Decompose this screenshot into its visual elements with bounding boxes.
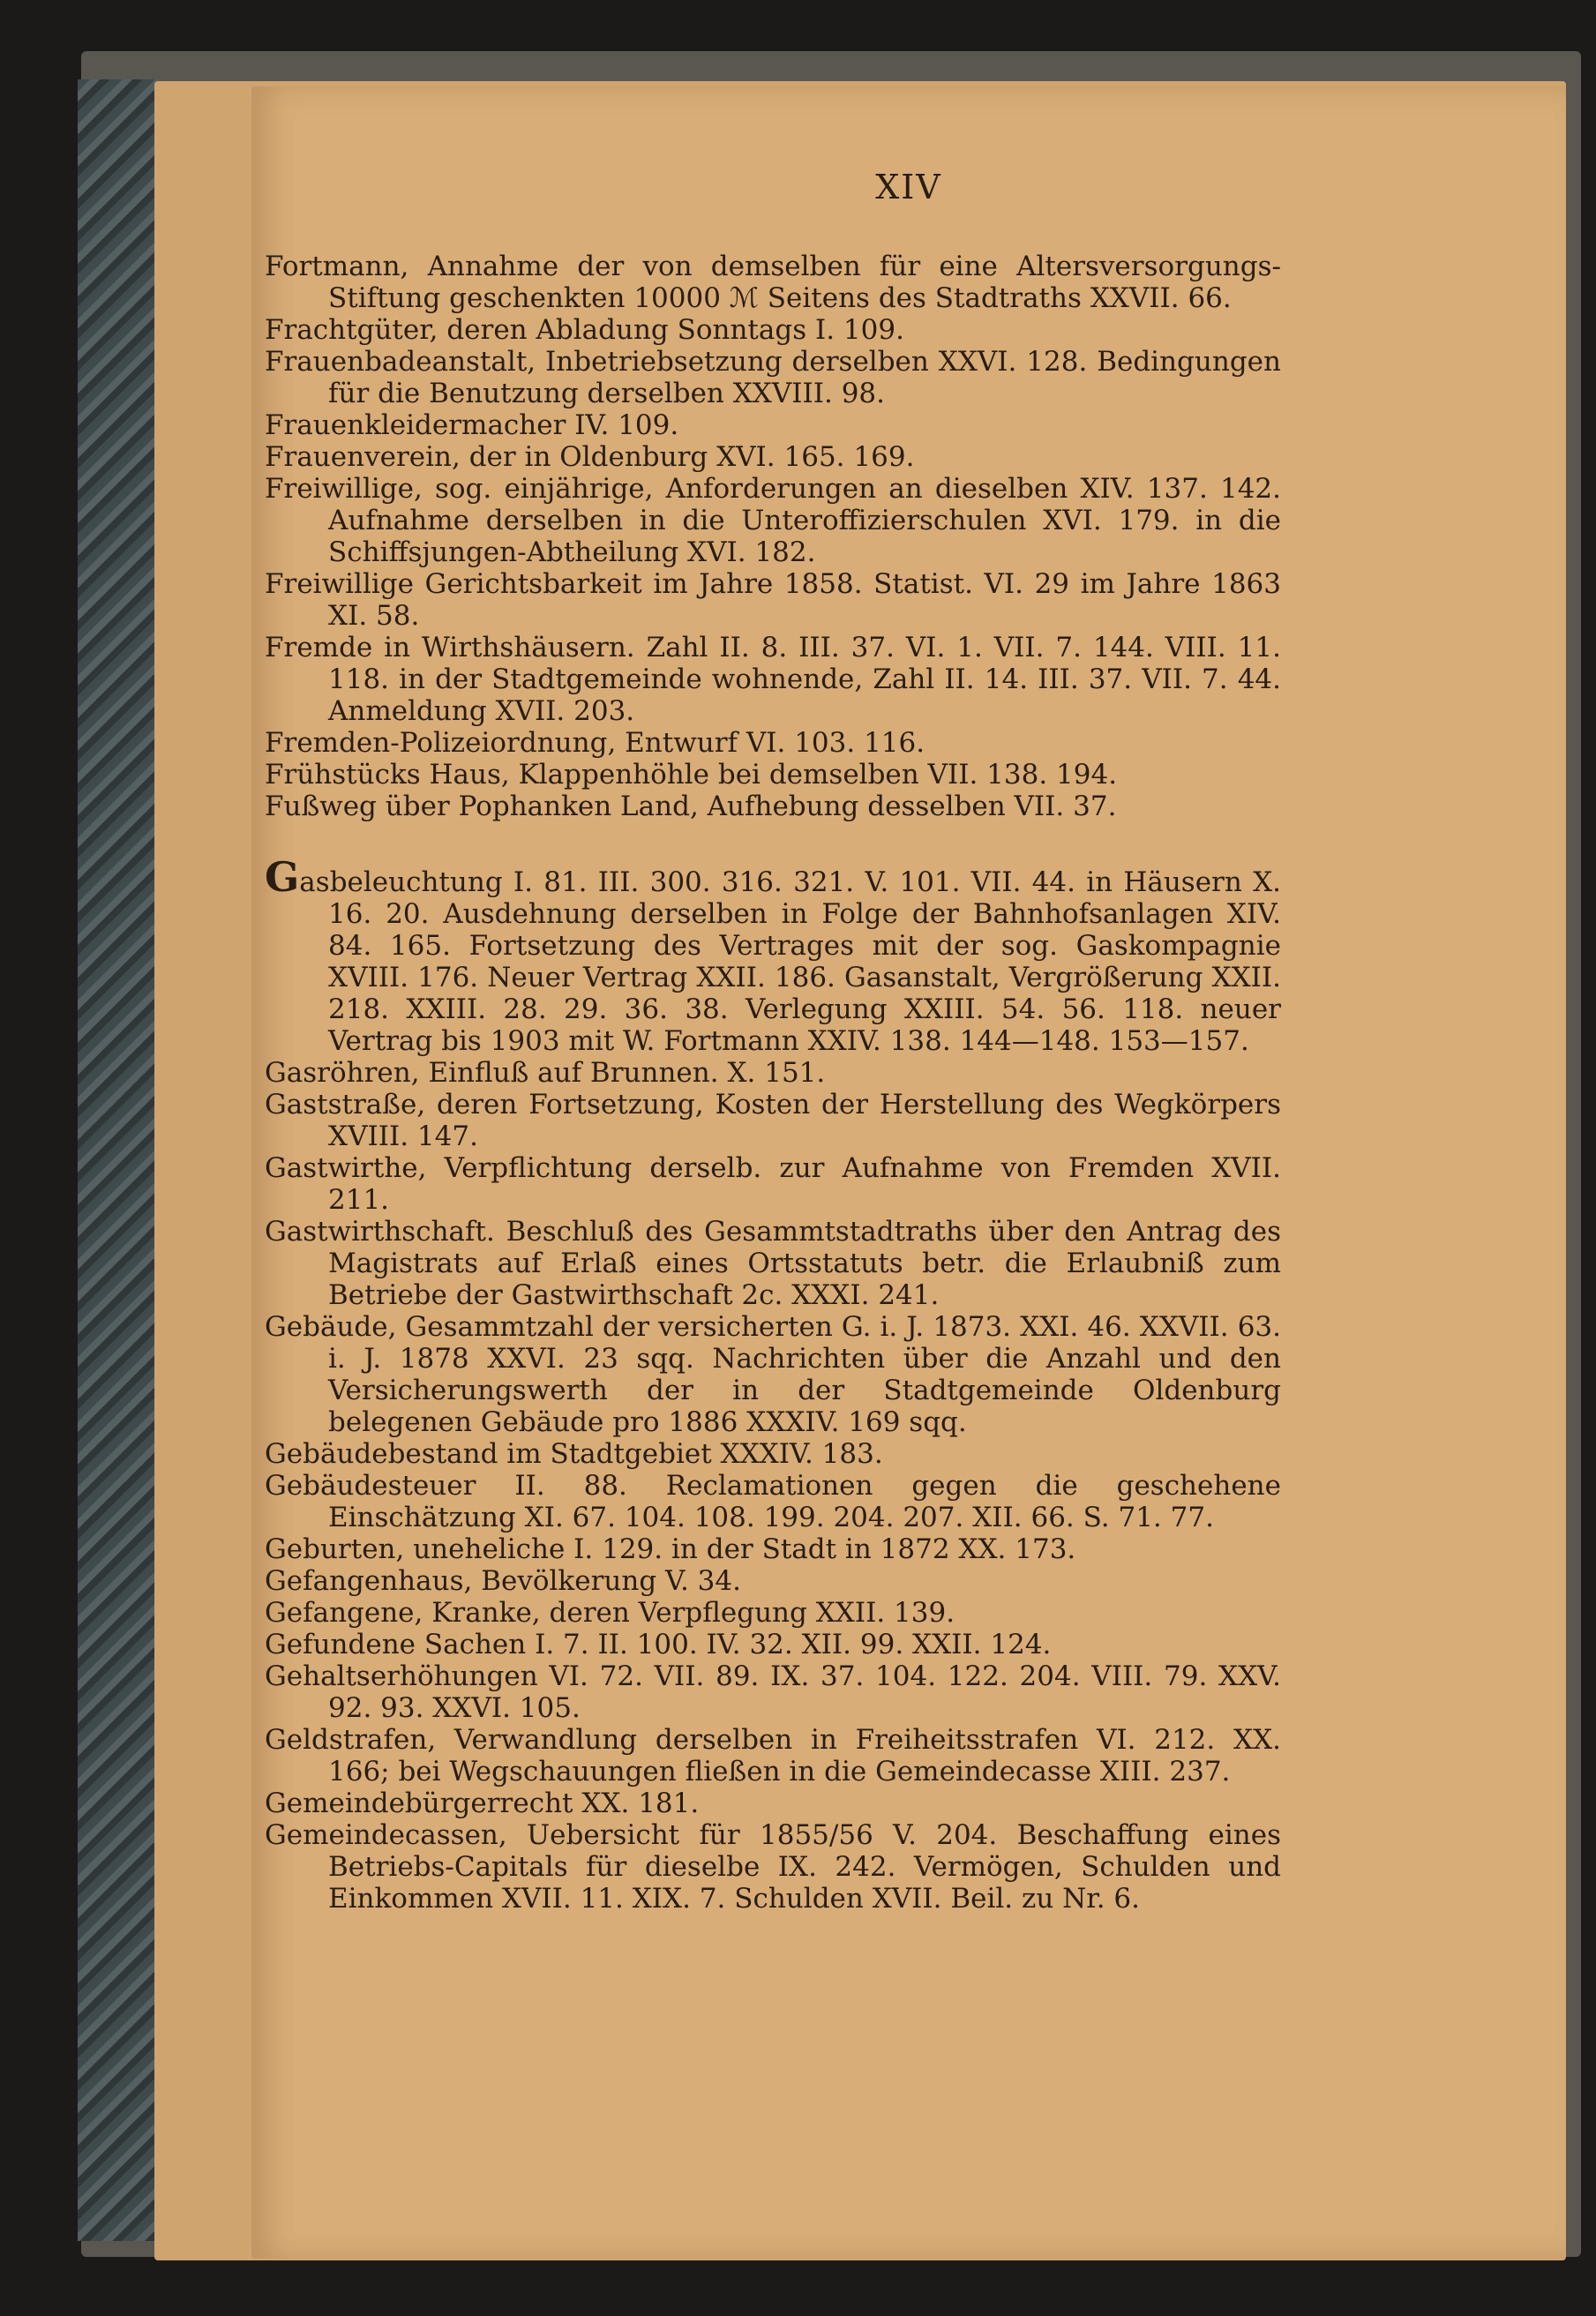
index-entry: Fremde in Wirthshäusern. Zahl II. 8. III. 37. VI. 1. VII. 7. 144. VIII. 11. 118. in der Stadtgemeinde wohnende, Zahl II. 14. III. 37. VII. 7. 44. Anmeldung XVII. 203. (265, 632, 1281, 727)
index-entry: Fortmann, Annahme der von demselben für eine Altersversorgungs-Stiftung geschenkten 10000 ℳ Seitens des Stadtraths XXVII. 66. (265, 251, 1281, 314)
index-entry: Frühstücks Haus, Klappenhöhle bei demselben VII. 138. 194. (265, 759, 1118, 791)
index-entry: Fremden-Polizeiordnung, Entwurf VI. 103. 116. (265, 727, 925, 759)
index-entry: Geldstrafen, Verwandlung derselben in Freiheitsstrafen VI. 212. XX. 166; bei Wegschauungen fließen in die Gemeindecasse XIII. 237. (265, 1724, 1281, 1788)
index-entry: Gaststraße, deren Fortsetzung, Kosten der Herstellung des Wegkörpers XVIII. 147. (265, 1089, 1281, 1152)
index-entry: Frachtgüter, deren Abladung Sonntags I. 109. (265, 314, 904, 346)
index-entry: Geburten, uneheliche I. 129. in der Stadt in 1872 XX. 173. (265, 1533, 1076, 1565)
index-entry: Gemeindebürgerrecht XX. 181. (265, 1788, 700, 1819)
index-entry: Gebäudebestand im Stadtgebiet XXXIV. 183. (265, 1438, 883, 1470)
index-entry: Gebäude, Gesammtzahl der versicherten G. i. J. 1873. XXI. 46. XXVII. 63. i. J. 1878 XXVI. 23 sqq. Nachrichten über die Anzahl und den Versicherungswerth der in der Stadtgemeinde Oldenburg belegenen Gebäude pro 1886 XXXIV. 169 sqq. (265, 1311, 1281, 1438)
index-section-g (265, 853, 1473, 1915)
index-entry: Freiwillige Gerichtsbarkeit im Jahre 1858. Statist. VI. 29 im Jahre 1863 XI. 58. (265, 568, 1281, 632)
book-spine (78, 79, 157, 2241)
index-entry: Gefangenhaus, Bevölkerung V. 34. (265, 1565, 741, 1597)
index-entry: Gasröhren, Einfluß auf Brunnen. X. 151. (265, 1057, 826, 1089)
index-entry: Gefundene Sachen I. 7. II. 100. IV. 32. XII. 99. XXII. 124. (265, 1629, 1052, 1660)
index-entry: Gehaltserhöhungen VI. 72. VII. 89. IX. 37. 104. 122. 204. VIII. 79. XXV. 92. 93. XXVI. 105. (265, 1660, 1281, 1724)
index-entry: Gastwirthe, Verpflichtung derselb. zur Aufnahme von Fremden XVII. 211. (265, 1152, 1281, 1216)
section-initial: G (265, 853, 300, 901)
index-entry: Gemeindecassen, Uebersicht für 1855/56 V. 204. Beschaffung eines Betriebs-Capitals für dieselbe IX. 242. Vermögen, Schulden und Einkommen XVII. 11. XIX. 7. Schulden XVII. Beil. zu Nr. 6. (265, 1819, 1281, 1915)
index-entry: Gastwirthschaft. Beschluß des Gesammtstadtraths über den Antrag des Magistrats auf Erlaß eines Ortsstatuts betr. die Erlaubniß zum Betriebe der Gastwirthschaft 2c. XXXI. 241. (265, 1216, 1281, 1311)
index-section-f (265, 251, 1473, 822)
index-entry: Fußweg über Pophanken Land, Aufhebung desselben VII. 37. (265, 791, 1117, 822)
section-gap (265, 822, 1473, 861)
page-number: XIV (875, 168, 942, 206)
index-entry: Frauenverein, der in Oldenburg XVI. 165. 169. (265, 441, 915, 473)
index-entry-first (265, 853, 1281, 1057)
index-entry-text: asbeleuchtung I. 81. III. 300. 316. 321. V. 101. VII. 44. in Häusern X. 16. 20. Ausdehnung derselben in Folge der Bahnhofsanlagen XIV. 84. 165. Fortsetzung des Vertrages mit der sog. Gaskompagnie XVIII. 176. Neuer Vertrag XXII. 186. Gasanstalt, Vergrößerung XXII. 218. XXIII. 28. 29. 36. 38. Verlegung XXIII. 54. 56. 118. neuer Vertrag bis 1903 mit W. Fortmann XXIV. 138. 144—148. 153—157. (299, 866, 1281, 1057)
index-content (265, 168, 1473, 1915)
index-entry: Frauenbadeanstalt, Inbetriebsetzung derselben XXVI. 128. Bedingungen für die Benutzung derselben XXVIII. 98. (265, 346, 1281, 409)
index-entry: Gebäudesteuer II. 88. Reclamationen gegen die geschehene Einschätzung XI. 67. 104. 108. 199. 204. 207. XII. 66. S. 71. 77. (265, 1470, 1281, 1533)
index-entry: Freiwillige, sog. einjährige, Anforderungen an dieselben XIV. 137. 142. Aufnahme derselben in die Unteroffizierschulen XVI. 179. in die Schiffsjungen-Abtheilung XVI. 182. (265, 473, 1281, 568)
index-entry: Gefangene, Kranke, deren Verpflegung XXII. 139. (265, 1597, 955, 1629)
index-entry: Frauenkleidermacher IV. 109. (265, 409, 679, 441)
